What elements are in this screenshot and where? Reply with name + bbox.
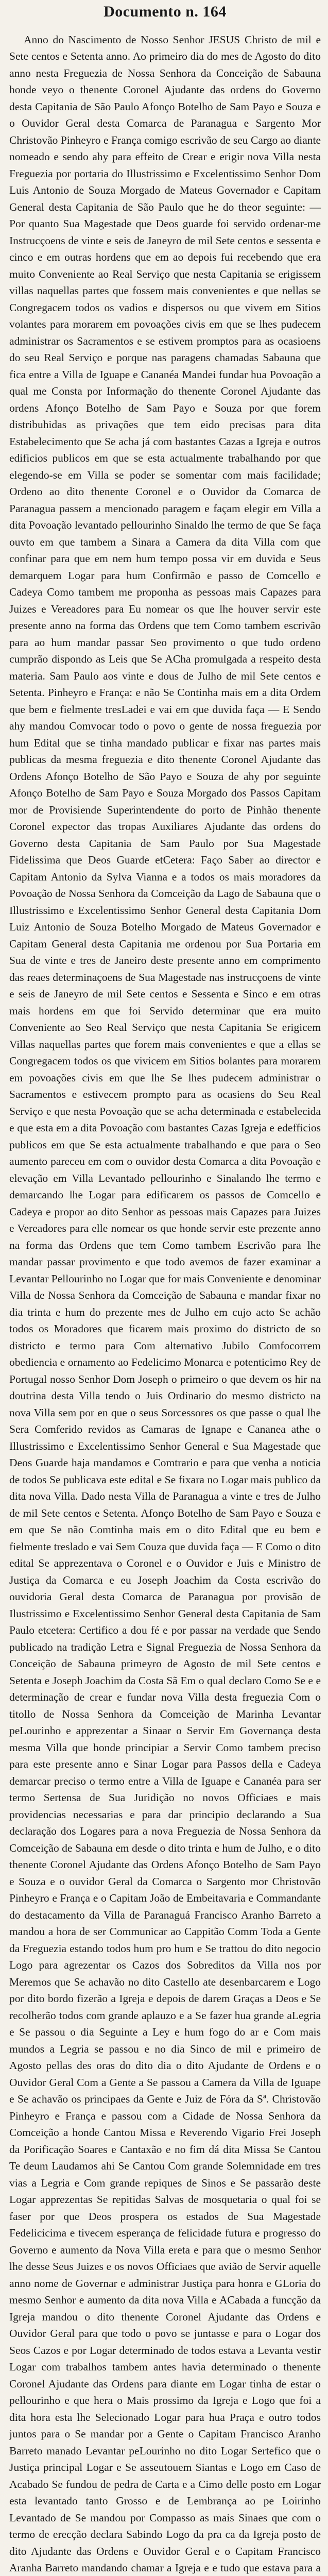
document-title: Documento n. 164 bbox=[9, 3, 321, 20]
document-body: Anno do Nascimento de Nosso Senhor JESUS Christo de mil e Sete centos e Setenta anno. Ao primeiro dia do mes de Agosto do dito anno nesta Freguezia de Nossa Senhora da Conceição de Sabauna honde veyo o thenente Coronel Ajudante das ordens do Governo desta Capitania de São Paulo Afonço Botelho de Sam Payo e Souza e o Ouvidor Geral desta Comarca de Paranagua e Sargento Mor Christovão Pinheyro e França comigo escrivão de seu Cargo ao diante nomeado e sendo ahy para effeito de Crear e erigir nova Villa nesta Freguezia por portaria do Illustrissimo e Excelentissimo Senhor Dom Luis Antonio de Souza Morgado de Mateus Governador e Capitam General desta Capitania de São Paulo que he do theor seguinte: — Por quanto Sua Magestade que Deos guarde foi servido ordenar-me Instrucçoens de vinte e seis de Janeyro de mil Sete centos e sessenta e cinco e em outras hordens que em ao depois fui recebendo que era muito Conveniente ao Real Serviço que nesta Capitania se erigissem villas naquellas partes que fossem mais convenientes e que nellas se Congregacem todos os vadios e dispersos ou que vivem em Sitios volantes para morarem em povoações civis em que se lhes pudecem administrar os Sacramentos e se estivem promptos para as ocasioens do seu Real Serviço e porque nas paragens chamadas Sabauna que fica entre a Villa de Iguape e Cananéa Mandei fundar hua Povoação a qual me Consta por Informação do thenente Coronel Ajudante das ordens Afonço Botelho de Sam Payo e Souza por que forem distribuhidas as privações que tem eido precisas para dita Estabelecimento que Se acha já com bastantes Cazas a Igreja e outros edificios publicos em que se esta actualmente trabalhando por que elegendo-se em Villa se poder se somentar com mais facilidade; Ordeno ao dito thenente Coronel e o Ouvidor da Comarca de Paranagua passem a mencionado paragem e façam elegir em Villa a dita Povoação levantado pellourinho Sinaldo lhe termo de que Se faça ouvto em que tambem a Sinara a Camera da dita Villa com que confinar para que em nem hum tempo possa vir em duvida e Seus demarquem Logar para hum Confirmão e passo de Comcello e Cadeya Como tambem me proponha as pessoas mais Capazes para Juizes e Vereadores para Eu nomear os que lhe houver servir este presente anno na forma das Ordens que tem Como tambem escrivão para ao hum mandar passar Seo provimento o que tudo ordeno cumprão dispondo as Leis que Se ACha promulgada a respeito desta materia. Sam Paulo aos vinte e dous de Julho de mil Sete centos e Setenta. Pinheyro e França: e não Se Continha mais em a dita Ordem que bem e fielmente tresLadei e vai em que duvida faça — E Sendo ahy mandou Comvocar todo o povo o gente de nossa freguezia por hum Edital que se tinha mandado publicar e fixar nas partes mais publicas da mesma freguezia e dito thenente Coronel Ajudante das Ordens Afonço Botelho de São Payo e Souza de ahy por seguinte Afonço Botelho de Sam Payo e Souza Morgado dos Passos Capitam mor de Provisiende Superintendente do porto de Pinhão thenente Coronel expector das tropas Auxiliares Ajudante das ordens do Governo desta Capitania de Sam Paulo por Sua Magestade Fidelissima que Deos Guarde etCetera: Faço Saber ao director e Capitam Antonio da Sylva Vianna e a todos os mais moradores da Povoação de Nossa Senhora da Comceição da Lago de Sabauna que o Illustrissimo e Excelentissimo Senhor General desta Capitania Dom Luiz Antonio de Souza Botelho Morgado de Mateus Governador e Capitam General desta Capitania me ordenou por Sua Portaria em Sua de vinte e tres de Janeiro deste presente anno em comprimento das reaes determinaçoens de Sua Magestade nas instrucçoens de vinte e seis de Janeyro de mil Sete centos e Sessenta e Sinco e em otras mais hordens em que foi Servido determinar que era muito Conveniente ao Seo Real Serviço que nesta Capitania Se erigicem Villas naquellas partes que forem mais convenientes e que a ellas se Congregacem todos os que vivicem em Sitios bolantes para morarem em povoações civis em que lhe Se lhes pudecem administrar o Sacramentos e estivecem prompto para as ocasiens do Seu Real Serviço e que nesta Povoação que se acha determinada e estabelecida e que esta em a dita Povoação com bastantes Cazas Igreja e edefficios publicos em que Se esta actualmente trabalhando e que para o Seo aumento pareceu em com o ouvidor desta Comarca a dita Povoação e elevação em Villa Levantado pellourinho e Sinalando lhe termo e demarcando lhe Logar para edificarem os passos de Comcello e Cadeya e propor ao dito Senhor as pessoas mais Capazes para Juizes e Vereadores para elle nomear os que honde servir este prezente anno na forma das Ordens que tem Como tambem Escrivão para lhe mandar passar provimento e que todo avemos de fazer examinar a Levantar Pellourinho no Logar que for mais Conveniente e denominar Villa de Nossa Senhora da Comceição de Sabauna e mandar fixar no dia trinta e hum do prezente mes de Julho em cujo acto Se achão todos os Moradores que ficarem mais proximo do districto de so districto e termo para Com alternativo Jubilo Comfocorrem obediencia e ornamento ao Fedelicimo Monarca e potenticimo Rey de Portugal nosso Senhor Dom Joseph o primeiro o que devem os hir na doutrina desta Villa tendo o Juis Ordinario do mesmo districto na nova Villa sem por en que o seus Sorcessores os que passe o qual lhe Sera Comferido revidos as Camaras de Ignape e Cananea athe o Illustrissimo e Excelentissimo Senhor General e Sua Magestade que Deos Guarde haja mandamos e Comtrario e para que venha a noticia de todos Se publicava este edital e Se fixara no Logar mais publico da dita nova Villa. Dado nesta Villa de Paranagua a vinte e tres de Julho de mil Sete centos e Setenta. Afonço Botelho de Sam Payo e Souza e em que Se não Comtinha mais em o dito Edital que eu bem e fielmente treslado e vai Sem Couza que duvida faça — E Como o dito edital Se apprezentava o Coronel e o Ouvidor e Juis e Ministro de Justiça da Comarca e eu Joseph Joachim da Costa escrivão do ouvidoria Geral desta Comarca de Paranagua por provisão de Ilustrissimo e Excelentissimo Senhor General desta Capitania de Sam Paulo etcetera: Certifico a dou fé e por passar na verdade que Sendo publicado na tradição Letra e Signal Freguezia de Nossa Senhora da Conceição de Sabauna primeyro de Agosto de mil Sete centos e Setenta e Joseph Joachim da Costa Sã Em o qual declaro Como Se e e determinação de crear e fundar nova Villa desta freguezia Com o titollo de Nossa Senhora da Comceição de Marinha Levantar peLourinho e apprezentar a Sinaar o Servir Em Governança desta mesma Villa que honde principiar a Servir Como tambem preciso para este presente anno e Sinar Logar para Passos della e Cadeya demarcar preciso o termo entre a Villa de Iguape e Cananéa para ser termo Sertensa de Sua Juridição no novos Officiaes e mais providencias necessarias e para dar principio declarando a Sua declaração dos Logares para a nova Freguezia de Nossa Senhora da Comceição de Sabauna em desde o dito trinta e hum de Julho, e o dito thenente Coronel Ajudante das Ordens Afonço Botelho de Sam Payo e Souza e o ouvidor Geral da Comarca o Sargento mor Christovão Pinheyro e França e o Capitam João de Embeitavaria e Commandante do destacamento da Villa de Paranaguá Francisco Aranho Barreto a mandou a hora de ser Communicar ao Cappitão Comm Toda a Gente da Freguezia estando todos hum pro hum e Se trattou do dito negocio Logo para agrezentar os Cazos dos Sobreditos da Villa nos por Meremos que Se achavão no dito Castello ate desenbarcarem e Logo por dito bordo fizerão a Igreja e depois de darem Graças a Deos e Se recolherão todos com grande aplauzo e a Se fazer hua grande aLegria e Se passou o dia Seguinte a Ley e hum fogo do ar e Com mais mundos a Legria se passou e no dia Sinco de mil e primeiro de Agosto pellas des oras do dito dia o dito Ajudante de Ordens e o Ouvidor Geral Com a Gente a Se passou a Camera da Villa de Iguape e Se achavão os principaes da Gente e Juiz de Fóra da Sª. Christovão Pinheyro e França e passou com a Cidade de Nossa Senhora da Comceição a honde Cantou Missa e Reverendo Vigario Frei Joseph da Porificação Soares e Cantaxão e no fim dá dita Missa Se Cantou Te deum Laudamos ahi Se Cantou Com grande Solemnidade em tres vias a Legria e Com grande repiques de Sinos e Se passarão deste Logar apprezentas Se repitidas Salvas de mosquetaria o qual foi se faser por que Deos prospera os estados de Sua Magestade Fedelicicima e tivecem esperança de felicidade futura e progresso do Governo e aumento da Nova Villa ereta e para que o mesmo Senhor lhe desse Seus Juizes e os novos Officiaes que avião de Servir aquelle anno nome de Governar e administrar Justiça para honra e GLoria do mesmo Senhor e aumento da dita nova Villa e ACabada a funcção da Igreja mandou o dito thenente Coronel Ajudante das Ordens e Ouvidor Geral para que todo o povo se juntasse e para o Logar dos Seos Cazos e por Logar determinado de todos estava a Levanta vestir Logar com trabalhos tambem antes havia determinado o thenente Coronel Ajudante das Ordens para diante em Logar tinha de estar o pellourinho e que hera o Mais prossimo da Igreja e Logo que foi a dita hora esta lhe Selecionado Logar para hua Praça e outro todos juntos para o Se mandar por a Gente o Capitam Francisco Aranho Barreto manado Levantar peLourinho no dito Logar Sertefico que o Justiça principal Logar e Se asseutouem Siantas e Logo em Caso de Acabado Se fundou de pedra de Carta e a Cimo delle posto em Logar esta levantado tanto Grosso e de Lembrança ao pe Loirinho Levantado de Se mandou por Compasso as mais Sinaes que com o termo de erecção declara Sabindo Logo da pra ca da Igreja posto de dito Ajudante das Ordens e Ouvidor Geral e o Capitam Francisco Aranha Barreto mandando chamar a Igreja e e tudo que estava para a bbox=[9, 31, 321, 2576]
